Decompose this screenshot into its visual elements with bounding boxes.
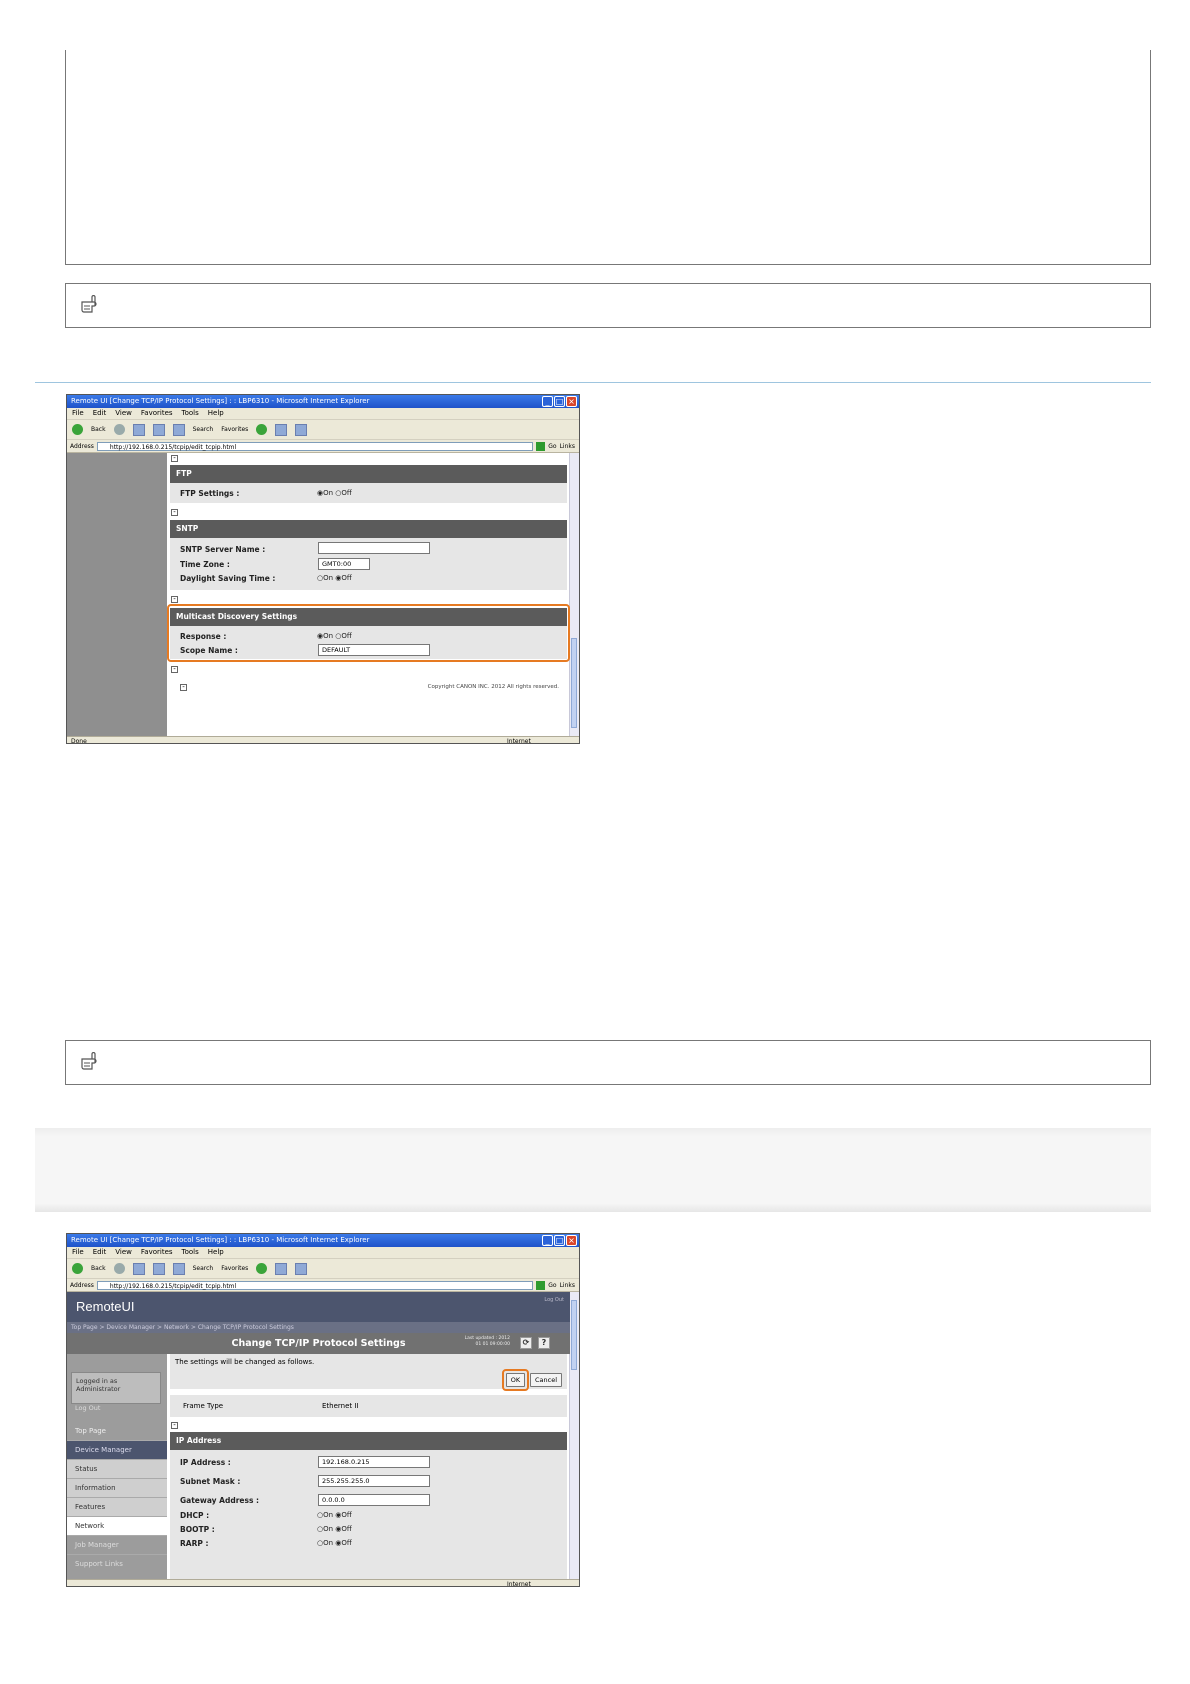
print-icon[interactable] xyxy=(295,1263,307,1275)
nav-top-page[interactable]: Top Page xyxy=(67,1422,167,1441)
step-band xyxy=(35,1128,1151,1212)
response-radio[interactable]: ◉On ○Off xyxy=(317,632,352,640)
menu-tools[interactable]: Tools xyxy=(181,409,199,417)
vertical-scrollbar[interactable] xyxy=(569,1292,579,1579)
home-icon[interactable] xyxy=(173,1263,185,1275)
back-button[interactable]: Back xyxy=(91,1265,106,1272)
address-input[interactable]: http://192.168.0.215/tcpip/edit_tcpip.html xyxy=(97,1281,533,1290)
gateway-address-label: Gateway Address : xyxy=(180,1496,260,1505)
rarp-radio[interactable]: ○On ◉Off xyxy=(317,1539,352,1547)
login-info xyxy=(71,1372,161,1404)
logged-in-text: Logged in as Administrator xyxy=(76,1377,121,1393)
highlight-frame xyxy=(502,1369,529,1391)
collapse-icon[interactable]: - xyxy=(171,455,178,462)
rarp-label: RARP : xyxy=(180,1539,209,1548)
scroll-thumb[interactable] xyxy=(571,638,577,728)
highlight-frame xyxy=(167,604,570,662)
collapse-icon[interactable]: - xyxy=(171,1422,178,1429)
help-icon[interactable]: ? xyxy=(538,1337,550,1349)
pointing-hand-icon xyxy=(80,295,104,315)
browser-toolbar xyxy=(67,1259,579,1279)
menu-view[interactable]: View xyxy=(115,1248,132,1256)
address-label: Address xyxy=(70,1281,94,1289)
history-icon[interactable] xyxy=(256,1263,267,1274)
history-icon[interactable] xyxy=(256,424,267,435)
ftp-settings-radio[interactable]: ◉On ○Off xyxy=(317,489,352,497)
daylight-saving-label: Daylight Saving Time : xyxy=(180,574,276,583)
address-bar xyxy=(67,1279,579,1292)
ok-button[interactable]: OK xyxy=(506,1373,525,1387)
logout-nav-link[interactable]: Log Out xyxy=(75,1404,101,1412)
scope-name-input[interactable]: DEFAULT xyxy=(318,644,430,656)
mail-icon[interactable] xyxy=(275,424,287,436)
links-button[interactable]: Links xyxy=(559,1281,575,1289)
menu-edit[interactable]: Edit xyxy=(92,409,107,417)
ip-address-label: IP Address : xyxy=(180,1458,231,1467)
menu-tools[interactable]: Tools xyxy=(181,1248,199,1256)
response-label: Response : xyxy=(180,632,227,641)
go-icon[interactable] xyxy=(536,1281,545,1290)
stop-icon[interactable] xyxy=(133,1263,145,1275)
menu-favorites[interactable]: Favorites xyxy=(140,1248,173,1256)
minimize-button[interactable]: _ xyxy=(542,396,553,407)
confirm-message: The settings will be changed as follows. xyxy=(175,1358,315,1366)
back-icon[interactable] xyxy=(72,1263,83,1274)
menu-bar xyxy=(67,408,579,420)
browser-toolbar xyxy=(67,420,579,440)
page-content xyxy=(67,453,579,736)
search-button[interactable]: Search xyxy=(192,426,214,433)
print-icon[interactable] xyxy=(295,424,307,436)
subnet-mask-input[interactable]: 255.255.255.0 xyxy=(318,1475,430,1487)
forward-icon[interactable] xyxy=(114,424,125,435)
close-button[interactable]: × xyxy=(566,1235,577,1246)
page-title xyxy=(67,1333,570,1354)
multicast-heading: Multicast Discovery Settings xyxy=(170,608,567,626)
search-button[interactable]: Search xyxy=(192,1265,214,1272)
browser-window-ftp-sntp xyxy=(66,394,580,744)
status-bar xyxy=(67,736,579,744)
nav-status[interactable]: Status xyxy=(67,1460,167,1479)
gateway-address-input[interactable]: 0.0.0.0 xyxy=(318,1494,430,1506)
menu-file[interactable]: File xyxy=(72,1248,84,1256)
ip-address-input[interactable]: 192.168.0.215 xyxy=(318,1456,430,1468)
refresh-icon[interactable] xyxy=(153,424,165,436)
address-input[interactable]: http://192.168.0.215/tcpip/edit_tcpip.html xyxy=(97,442,533,451)
note-box xyxy=(65,50,1151,265)
nav-features[interactable]: Features xyxy=(67,1498,167,1517)
window-titlebar xyxy=(67,395,579,408)
sntp-server-name-input[interactable] xyxy=(318,542,430,554)
ip-address-heading: IP Address xyxy=(170,1432,567,1450)
sntp-heading: SNTP xyxy=(170,520,567,538)
address-label: Address xyxy=(70,442,94,450)
last-updated: Last updated : 2012 01 01 09:00:00 xyxy=(464,1336,510,1347)
favorites-button[interactable]: Favorites xyxy=(221,1265,249,1272)
browser-window-confirm xyxy=(66,1233,580,1587)
scope-name-label: Scope Name : xyxy=(180,646,238,655)
stop-icon[interactable] xyxy=(133,424,145,436)
menu-view[interactable]: View xyxy=(115,409,132,417)
refresh-icon[interactable] xyxy=(153,1263,165,1275)
bootp-radio[interactable]: ○On ◉Off xyxy=(317,1525,352,1533)
time-zone-label: Time Zone : xyxy=(180,560,230,569)
maximize-button[interactable]: □ xyxy=(555,397,564,406)
frame-type-row xyxy=(170,1395,567,1417)
collapse-icon[interactable]: - xyxy=(171,596,178,603)
zone-text: Internet xyxy=(507,1581,531,1587)
status-bar xyxy=(67,1579,579,1587)
back-icon[interactable] xyxy=(72,424,83,435)
reference-box xyxy=(65,283,1151,328)
window-title: Remote UI [Change TCP/IP Protocol Settings] : : LBP6310 - Microsoft Internet Explorer xyxy=(71,1236,370,1244)
menu-help[interactable]: Help xyxy=(207,409,224,417)
go-icon[interactable] xyxy=(536,442,545,451)
forward-icon[interactable] xyxy=(114,1263,125,1274)
sntp-server-name-label: SNTP Server Name : xyxy=(180,545,266,554)
collapse-icon[interactable]: - xyxy=(171,509,178,516)
vertical-scrollbar[interactable] xyxy=(569,453,579,736)
reference-box xyxy=(65,1040,1151,1085)
go-button[interactable]: Go xyxy=(548,442,557,450)
page-content xyxy=(67,1292,579,1579)
nav-information[interactable]: Information xyxy=(67,1479,167,1498)
frame-type-label: Frame Type xyxy=(183,1402,224,1410)
dhcp-radio[interactable]: ○On ◉Off xyxy=(317,1511,352,1519)
left-nav-pane xyxy=(67,453,167,736)
frame-type-value: Ethernet II xyxy=(322,1402,359,1410)
pointing-hand-icon xyxy=(80,1052,104,1072)
go-button[interactable]: Go xyxy=(548,1281,557,1289)
ftp-settings-label: FTP Settings : xyxy=(180,489,240,498)
breadcrumb[interactable]: Top Page > Device Manager > Network > Change TCP/IP Protocol Settings xyxy=(67,1322,570,1333)
subnet-mask-label: Subnet Mask : xyxy=(180,1477,241,1486)
section-divider xyxy=(35,382,1151,383)
copyright-text: Copyright CANON INC. 2012 All rights reserved. xyxy=(427,684,559,690)
dhcp-label: DHCP : xyxy=(180,1511,210,1520)
menu-file[interactable]: File xyxy=(72,409,84,417)
window-title: Remote UI [Change TCP/IP Protocol Settings] : : LBP6310 - Microsoft Internet Explorer xyxy=(71,397,370,405)
collapse-icon[interactable]: - xyxy=(180,684,187,691)
minimize-button[interactable]: _ xyxy=(542,1235,553,1246)
scroll-thumb[interactable] xyxy=(571,1300,577,1370)
mail-icon[interactable] xyxy=(275,1263,287,1275)
logout-link[interactable]: Log Out xyxy=(544,1297,564,1303)
bootp-label: BOOTP : xyxy=(180,1525,215,1534)
nav-job-manager[interactable]: Job Manager xyxy=(67,1536,167,1555)
time-zone-select[interactable]: GMT0:00 xyxy=(318,558,370,570)
status-text: Done xyxy=(71,738,87,744)
close-button[interactable]: × xyxy=(566,396,577,407)
back-button[interactable]: Back xyxy=(91,426,106,433)
nav-device-manager[interactable]: Device Manager xyxy=(67,1441,167,1460)
maximize-button[interactable]: □ xyxy=(555,1236,564,1245)
collapse-icon[interactable]: - xyxy=(171,666,178,673)
nav-network[interactable]: Network xyxy=(67,1517,167,1536)
menu-edit[interactable]: Edit xyxy=(92,1248,107,1256)
menu-bar xyxy=(67,1247,579,1259)
nav-support-links[interactable]: Support Links xyxy=(75,1560,123,1568)
home-icon[interactable] xyxy=(173,424,185,436)
page-title-text: Change TCP/IP Protocol Settings xyxy=(231,1338,406,1349)
address-bar xyxy=(67,440,579,453)
zone-text: Internet xyxy=(507,738,531,744)
window-titlebar xyxy=(67,1234,579,1247)
favorites-button[interactable]: Favorites xyxy=(221,426,249,433)
daylight-saving-radio[interactable]: ○On ◉Off xyxy=(317,574,352,582)
menu-favorites[interactable]: Favorites xyxy=(140,409,173,417)
remoteui-header xyxy=(67,1292,570,1322)
refresh-icon[interactable]: ⟳ xyxy=(520,1337,532,1349)
ftp-heading: FTP xyxy=(170,465,567,483)
links-button[interactable]: Links xyxy=(559,442,575,450)
menu-help[interactable]: Help xyxy=(207,1248,224,1256)
brand-logo: RemoteUI xyxy=(76,1299,135,1314)
cancel-button[interactable]: Cancel xyxy=(530,1373,562,1387)
ip-address-body xyxy=(170,1450,567,1579)
